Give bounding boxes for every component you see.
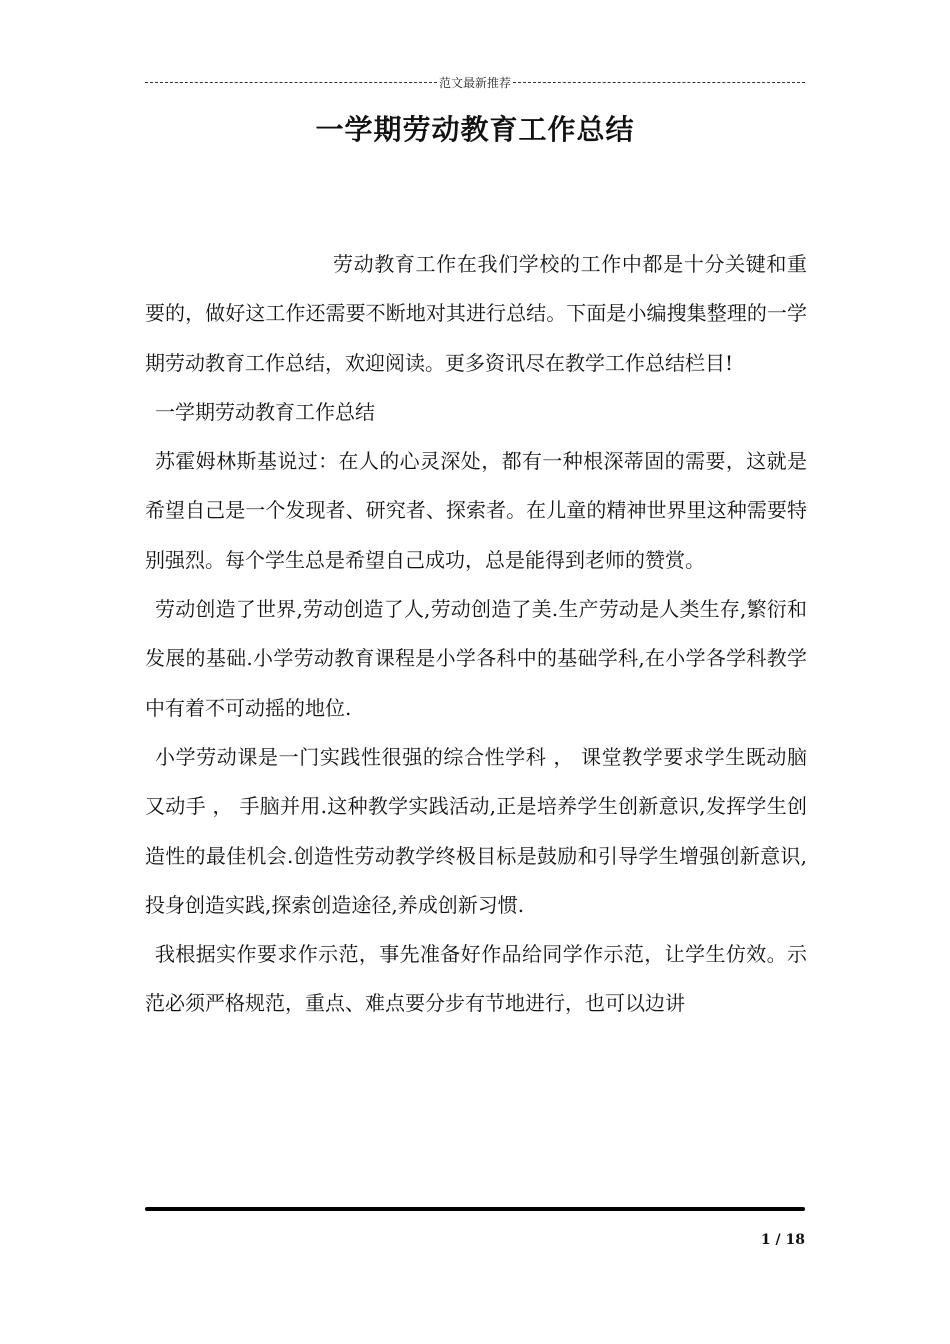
footer-rule	[145, 1207, 805, 1211]
paragraph-quote: 苏霍姆林斯基说过：在人的心灵深处，都有一种根深蒂固的需要，这就是希望自己是一个发现者、研究者、探索者。在儿童的精神世界里这种需要特别强烈。每个学生总是希望自己成功，总是能得到老师的赞赏。	[145, 449, 807, 572]
paragraph-subtitle: 一学期劳动教育工作总结	[155, 399, 375, 424]
header-dash-right	[513, 82, 805, 83]
header-dash-left	[145, 82, 437, 83]
page-header	[145, 72, 805, 92]
paragraph-intro: 劳动教育工作在我们学校的工作中都是十分关键和重要的，做好这工作还需要不断地对其进行总结。下面是小编搜集整理的一学期劳动教育工作总结，欢迎阅读。更多资讯尽在教学工作总结栏目!	[145, 252, 807, 375]
page-number: 1 / 18	[760, 1232, 805, 1248]
paragraph-labor-creates: 劳动创造了世界,劳动创造了人,劳动创造了美.生产劳动是人类生存,繁衍和发展的基础.小学劳动教育课程是小学各科中的基础学科,在小学各学科教学中有着不可动摇的地位.	[145, 597, 807, 720]
header-label: 范文最新推荐	[439, 75, 512, 90]
paragraph-labor-course: 小学劳动课是一门实践性很强的综合性学科 ， 课堂教学要求学生既动脑又动手 ， 手脑并用.这种教学实践活动,正是培养学生创新意识,发挥学生创造性的最佳机会.创造性劳动教学终极目标是鼓励和引导学生增强创新意识,投身创造实践,探索创造途径,养成创新习惯.	[145, 744, 807, 917]
document-title: 一学期劳动教育工作总结	[315, 113, 635, 146]
paragraph-demonstration: 我根据实作要求作示范，事先准备好作品给同学作示范，让学生仿效。示范必须严格规范，重点、难点要分步有节地进行，也可以边讲	[145, 942, 807, 1016]
document-body	[145, 240, 807, 1029]
